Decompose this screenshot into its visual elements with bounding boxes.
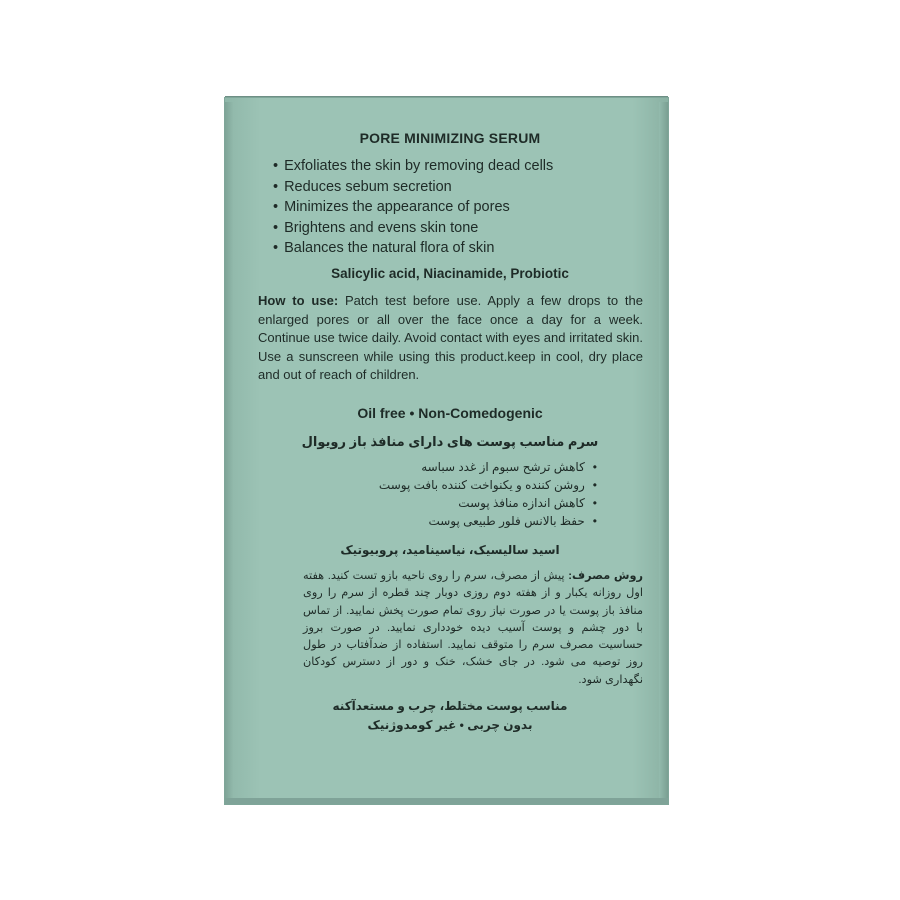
box-bottom-edge [225, 798, 668, 804]
persian-benefits-list [297, 458, 597, 530]
benefit-item: • Brightens and evens skin tone [273, 218, 653, 239]
box-right-edge [659, 102, 668, 798]
persian-benefit-item: • کاهش ترشح سبوم از غدد سباسه [297, 458, 597, 476]
product-title: PORE MINIMIZING SERUM [359, 130, 541, 146]
how-to-use [258, 292, 643, 385]
persian-benefit-item: • حفظ بالانس فلور طبیعی پوست [297, 512, 597, 530]
persian-claims: بدون چربی • غیر کومدوژنیک [367, 718, 533, 732]
benefit-item: • Exfoliates the skin by removing dead cells [273, 156, 653, 177]
product-claims: Oil free • Non-Comedogenic [357, 405, 543, 421]
benefits-list [273, 156, 653, 259]
persian-how-to-use-label: روش مصرف: [568, 570, 643, 582]
benefit-item: • Minimizes the appearance of pores [273, 197, 653, 218]
ingredients: Salicylic acid, Niacinamide, Probiotic [331, 266, 569, 281]
benefit-item: • Balances the natural flora of skin [273, 238, 653, 259]
how-to-use-text: Patch test before use. Apply a few drops to the enlarged pores or all over the face once a day for a week. Continue use twice daily. Avoid contact with eyes and irritated skin. Use a sunscreen while using this product.keep in cool, dry place and out of reach of children. [258, 293, 643, 383]
persian-benefit-item: • روشن کننده و یکنواخت کننده بافت پوست [297, 476, 597, 494]
persian-how-to-use [303, 568, 643, 689]
benefit-item: • Reduces sebum secretion [273, 177, 653, 198]
persian-suitable-for: مناسب پوست مختلط، چرب و مستعدآکنه [332, 699, 568, 713]
box-left-edge [225, 102, 234, 798]
persian-ingredients: اسید سالیسیک، نیاسینامید، پروبیوتیک [340, 543, 560, 557]
how-to-use-label: How to use: [258, 293, 339, 308]
persian-benefit-item: • کاهش اندازه منافذ پوست [297, 494, 597, 512]
persian-how-to-use-text: پیش از مصرف، سرم را روی ناحیه بازو تست کنید. هفته اول روزانه یکبار و از هفته دوم روزی دوبار چند قطره از سرم را روی منافذ باز پوست یا در صورت نیاز روی تمام صورت پخش نمایید. از تماس با دور چشم و پوست آسیب دیده خودداری نمایید. در صورت بروز حساسیت مصرف سرم را متوقف نمایید. استفاده از ضدآفتاب در طول روز توصیه می شود. در جای خشک، خنک و دور از دسترس کودکان نگهداری شود. [303, 570, 643, 686]
persian-title: سرم مناسب پوست های دارای منافذ باز رویوال [301, 434, 599, 449]
